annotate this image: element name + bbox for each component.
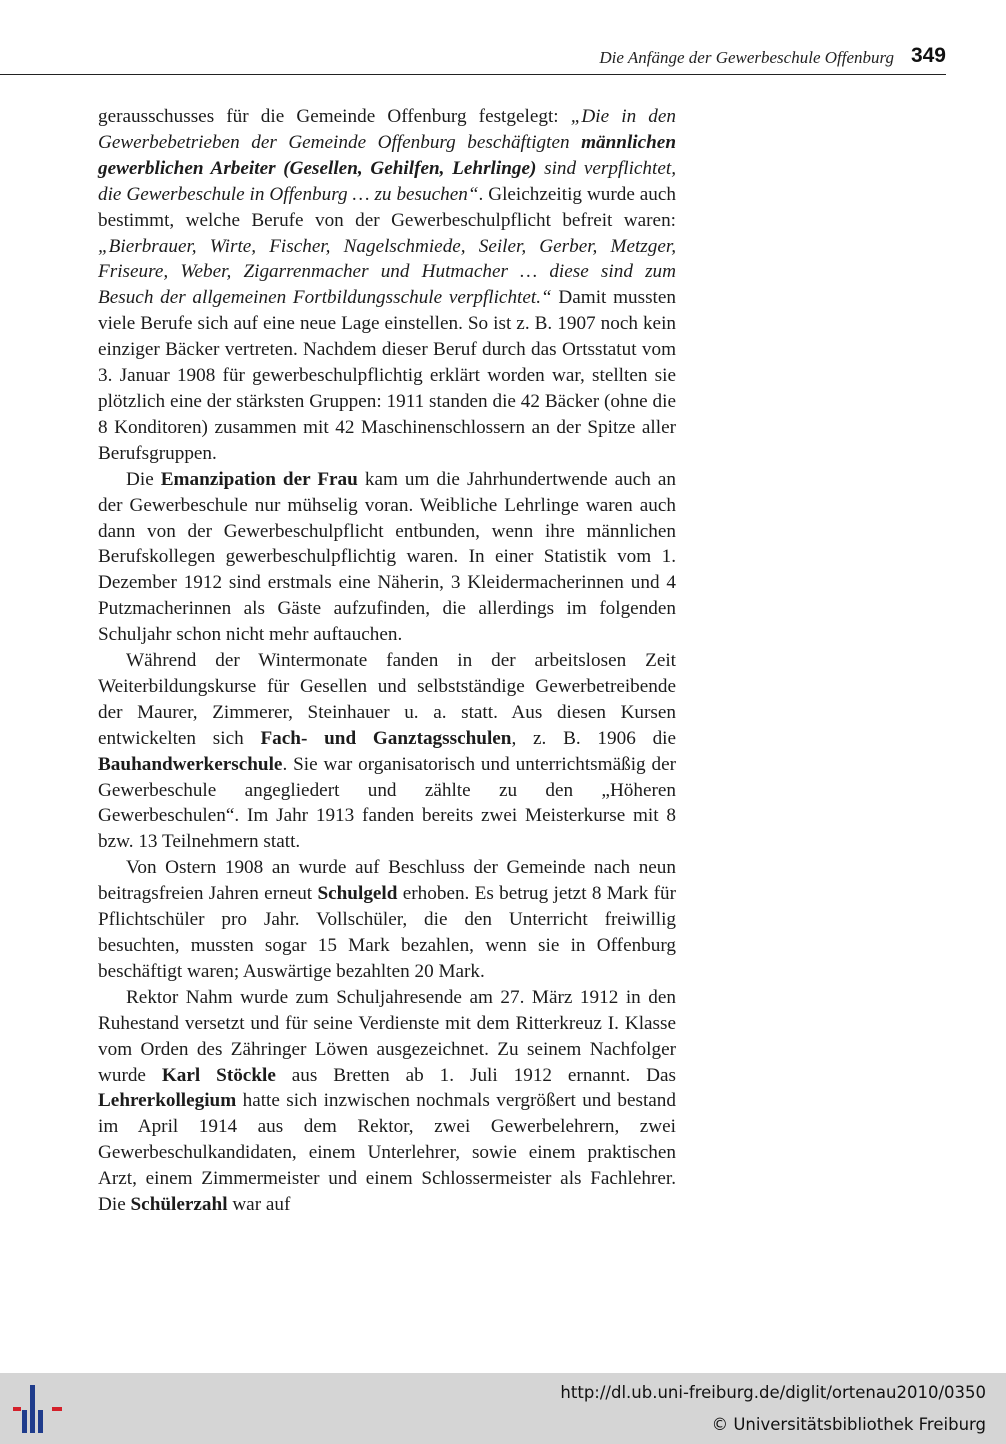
emphasis-text: Fach- und Ganztagsschulen [260,727,512,749]
library-footer [0,1373,1006,1444]
text-run: , z. B. 1906 die [511,727,677,749]
main-text [98,104,676,1218]
quote-text: sind verpflichtet, die Gewerbeschule in Offenburg … zu besuchen“ [98,157,676,205]
text-run: aus Bretten ab 1. Juli 1912 ernannt. Das [275,1064,677,1086]
text-run: gerausschusses für die Gemeinde Offenburg festgelegt: [98,106,571,127]
text-run: kam um die Jahrhundertwende auch an der Gewerbeschule nur mühselig voran. Weibliche Lehrlinge waren auch dann von der Gewerbeschulpflicht entbunden, wenn ihre männlichen Berufskollegen gewerbeschulpflichtig waren. In einer Statistik vom 1. Dezember 1912 sind erstmals eine Näherin, 3 Kleidermacherinnen und 4 Putzmacherinnen als Gäste aufzufinden, die allerdings im folgenden Schuljahr schon nicht mehr auftauchen. [98,468,676,646]
text-run: erhoben. Es betrug jetzt 8 Mark für Pflichtschüler pro Jahr. Vollschüler, die den Unterricht freiwillig besuchten, mussten sogar 15 Mark bezahlen, wenn sie in Offenburg beschäftigt waren; Auswärtige bezahlten 20 Mark. [98,883,676,982]
text-run: Die [126,468,161,490]
ub-freiburg-logo-icon [12,1383,64,1435]
text-run: Rektor Nahm wurde zum Schuljahresende am 27. März 1912 in den Ruhestand versetzt und für seine Verdienste mit dem Ritterkreuz I. Klasse vom Orden des Zähringer Löwen ausgezeichnet. Zu seinem Nachfolger wurde [98,986,676,1086]
source-url-link[interactable]: http://dl.ub.uni-freiburg.de/diglit/ortenau2010/0350 [560,1383,986,1402]
paragraph-2 [98,467,676,648]
text-run: Während der Wintermonate fanden in der arbeitslosen Zeit Weiterbildungskurse für Gesellen und selbstständige Gewerbetreibende der Maurer, Zimmerer, Steinhauer u. a. statt. Aus diesen Kursen entwickelten sich [98,650,676,749]
emphasis-text: Karl Stöckle [161,1064,276,1086]
quote-text: „Die in den Gewerbebetrieben der Gemeinde Offenburg beschäftigten [98,106,676,153]
paragraph-5 [98,985,676,1218]
emphasis-text: Emanzipation der Frau [160,468,358,490]
text-run: . Sie war organisatorisch und unterrichtsmäßig der Gewerbeschule angegliedert und zählte zu den „Höheren Gewerbeschulen“. Im Jahr 1913 fanden bereits zwei Meisterkurse mit 8 bzw. 13 Teilnehmern statt. [98,753,676,853]
emphasis-text: Schülerzahl [130,1194,228,1216]
page-number: 349 [910,44,946,67]
copyright-notice: © Universitätsbibliothek Freiburg [711,1415,986,1434]
emphasis-text: männlichen gewerblichen Arbeiter (Gesellen, Gehilfen, Lehrlinge) [98,131,676,179]
quote-text: „Bierbrauer, Wirte, Fischer, Nagelschmiede, Seiler, Gerber, Metzger, Friseure, Weber, Zigarrenmacher und Hutmacher … diese sind zum Besuch der allgemeinen Fortbildungsschule verpflichtet.“ [98,235,676,309]
text-run: hatte sich inzwischen nochmals vergrößert und bestand im April 1914 aus dem Rektor, zwei Gewerbelehrern, zwei Gewerbeschulkandidaten, einem Unterlehrer, sowie einem praktischen Arzt, einem Zimmermeister und einem Schlossermeister als Fachlehrer. Die [98,1090,676,1216]
emphasis-text: Schulgeld [317,883,398,905]
emphasis-text: Lehrerkollegium [98,1090,237,1112]
paragraph-3 [98,648,676,855]
text-run: Damit mussten viele Berufe sich auf eine neue Lage einstellen. So ist z. B. 1907 noch kein einziger Bäcker vertreten. Nachdem dieser Beruf durch das Ortsstatut vom 3. Januar 1908 für gewerbeschulpflichtig erklärt worden war, stellten sie plötzlich eine der stärksten Gruppen: 1911 standen die 42 Bäcker (ohne die 8 Konditoren) zusammen mit 42 Maschinenschlossern an der Spitze aller Berufsgruppen. [98,287,676,464]
paragraph-4 [98,855,676,985]
running-title: Die Anfänge der Gewerbeschule Offenburg [599,48,894,67]
text-run: war auf [227,1194,291,1216]
text-run: Von Ostern 1908 an wurde auf Beschluss der Gemeinde nach neun beitragsfreien Jahren erneut [98,857,676,905]
text-run: . Gleichzeitig wurde auch bestimmt, welche Berufe von der Gewerbeschulpflicht befreit waren: [98,183,677,231]
running-header [0,44,946,75]
emphasis-text: Bauhandwerkerschule [98,753,283,775]
paragraph-1 [98,104,676,467]
